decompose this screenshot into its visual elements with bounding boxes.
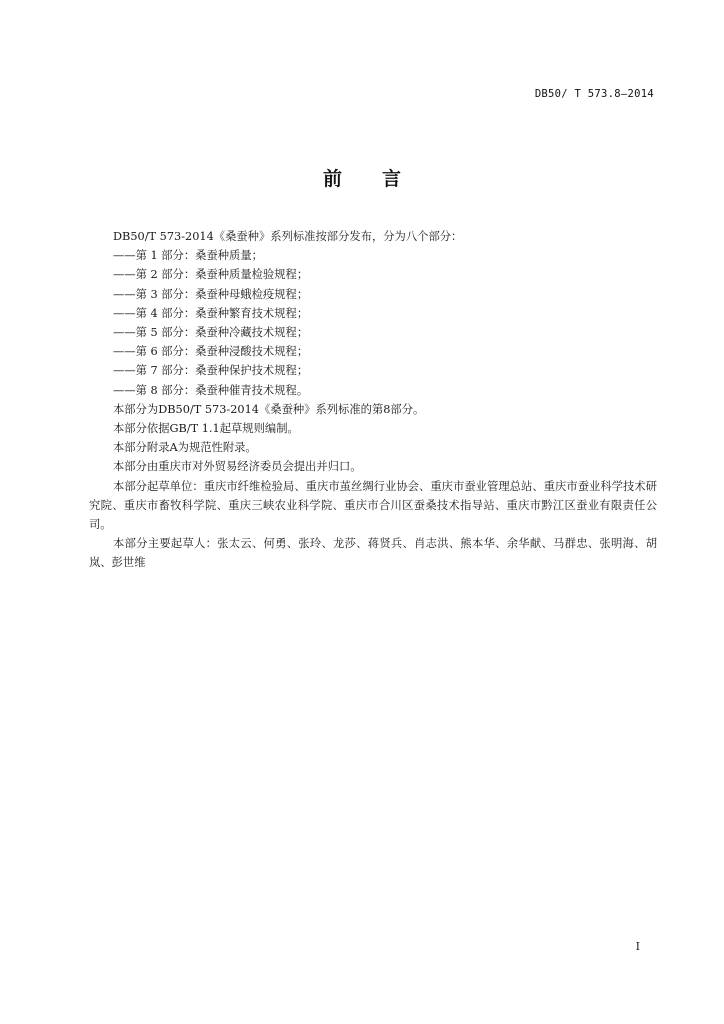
- drafters-paragraph: 本部分主要起草人：张太云、何勇、张玲、龙莎、蒋贤兵、肖志洪、熊本华、余华献、马群忠、张明海、胡岚、彭世维: [89, 537, 657, 570]
- title-char-1: 前: [322, 168, 342, 190]
- part-list-item: ——第 3 部分：桑蚕种母蛾检疫规程；: [113, 287, 309, 301]
- part-list-item: ——第 2 部分：桑蚕种质量检验规程；: [113, 268, 309, 282]
- part-list-item: ——第 1 部分：桑蚕种质量；: [113, 249, 263, 263]
- intro-paragraph: DB50/T 573-2014《桑蚕种》系列标准按部分发布，分为八个部分：: [113, 230, 463, 243]
- foreword-body: [89, 227, 657, 573]
- part-list-item: ——第 5 部分：桑蚕种冷藏技术规程；: [113, 326, 309, 340]
- standard-code: DB50/ T 573.8—2014: [534, 88, 654, 100]
- page-title: [0, 164, 724, 191]
- part-list-item: ——第 8 部分：桑蚕种催青技术规程。: [113, 383, 309, 397]
- title-char-2: 言: [382, 168, 402, 190]
- part-list-item: ——第 6 部分：桑蚕种浸酸技术规程；: [113, 345, 309, 359]
- part-list-item: ——第 7 部分：桑蚕种保护技术规程；: [113, 364, 309, 378]
- drafting-units-paragraph: 本部分起草单位：重庆市纤维检验局、重庆市茧丝绸行业协会、重庆市蚕业管理总站、重庆市蚕业科学技术研究院、重庆市畜牧科学院、重庆三峡农业科学院、重庆市合川区蚕桑技术指导站、重庆市黔江区蚕业有限责任公司。: [89, 479, 657, 532]
- annex-paragraph: 本部分附录A为规范性附录。: [113, 441, 257, 455]
- this-part-paragraph: 本部分为DB50/T 573-2014《桑蚕种》系列标准的第8部分。: [113, 402, 425, 416]
- part-list-item: ——第 4 部分：桑蚕种繁育技术规程；: [113, 306, 309, 320]
- drafting-rules-paragraph: 本部分依据GB/T 1.1起草规则编制。: [113, 422, 299, 436]
- proposer-paragraph: 本部分由重庆市对外贸易经济委员会提出并归口。: [113, 460, 362, 474]
- page-number: I: [635, 940, 640, 953]
